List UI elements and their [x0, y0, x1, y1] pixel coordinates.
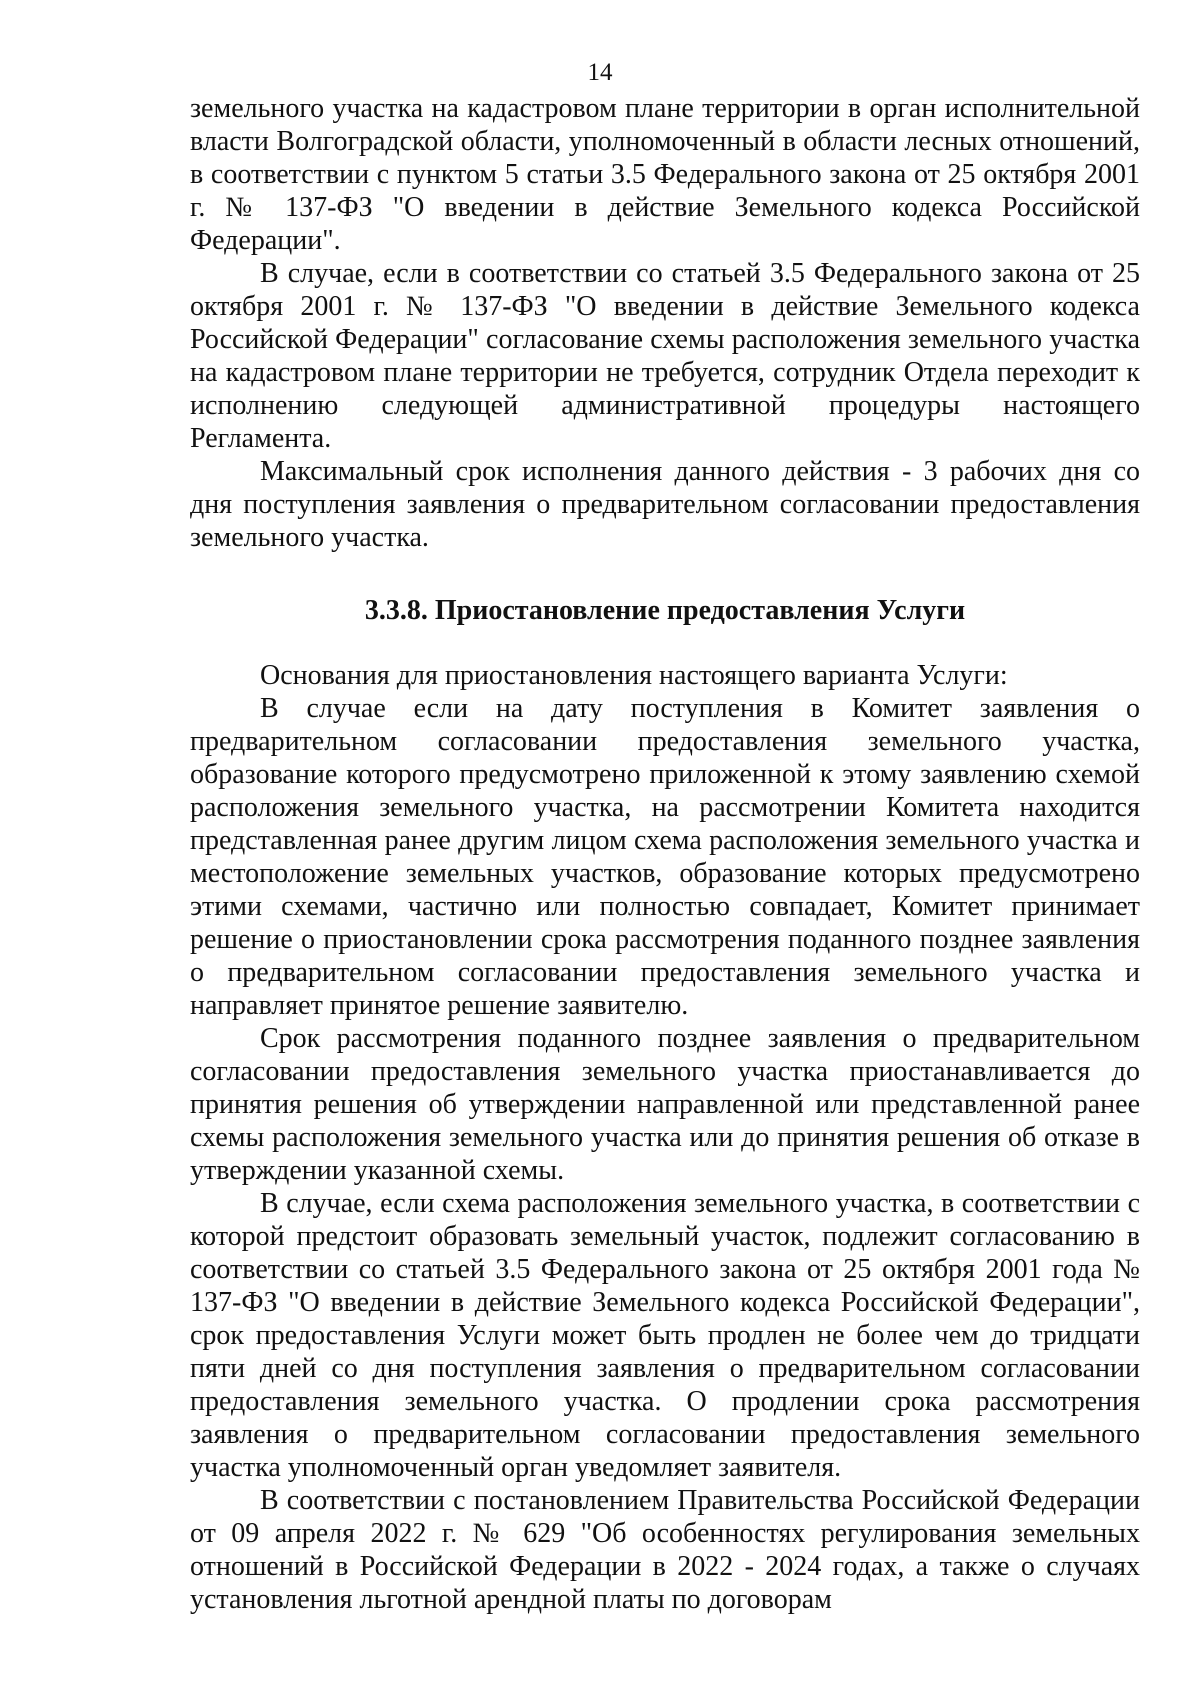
paragraph-suspension-term: Срок рассмотрения поданного позднее заявления о предварительном согласовании предоставления земельного участка приостанавливается до принятия решения об утверждении направленной или представленной ранее схемы расположения земельного участка или до принятия решения об отказе в утверждении указанной схемы. [190, 1023, 1140, 1186]
section-heading: 3.3.8. Приостановление предоставления Услуги [364, 595, 966, 626]
paragraph-no-approval-needed: В случае, если в соответствии со статьей 3.5 Федерального закона от 25 октября 2001 г. № 137-ФЗ "О введении в действие Земельного кодекса Российской Федерации" согласование схемы расположения земельного участка на кадастровом плане территории не требуется, сотрудник Отдела переходит к исполнению следующей административной процедуры настоящего Регламента. [190, 258, 1140, 454]
paragraph-extension: В случае, если схема расположения земельного участка, в соответствии с которой предстоит образовать земельный участок, подлежит согласованию в соответствии со статьей 3.5 Федерального закона от 25 октября 2001 года № 137-ФЗ "О введении в действие Земельного кодекса Российской Федерации", срок предоставления Услуги может быть продлен не более чем до тридцати пяти дней со дня поступления заявления о предварительном согласовании предоставления земельного участка. О продлении срока рассмотрения заявления о предварительном согласовании предоставления земельного участка уполномоченный орган уведомляет заявителя. [190, 1188, 1140, 1483]
paragraph-max-term: Максимальный срок исполнения данного действия - 3 рабочих дня со дня поступления заявления о предварительном согласовании предоставления земельного участка. [190, 456, 1140, 553]
paragraph-suspension-case: В случае если на дату поступления в Комитет заявления о предварительном согласовании предоставления земельного участка, образование которого предусмотрено приложенной к этому заявлению схемой расположения земельного участка, на рассмотрении Комитета находится представленная ранее другим лицом схема расположения земельного участка и местоположение земельных участков, образование которых предусмотрено этими схемами, частично или полностью совпадает, Комитет принимает решение о приостановлении срока рассмотрения поданного позднее заявления о предварительном согласовании предоставления земельного участка и направляет принятое решение заявителю. [190, 693, 1140, 1021]
paragraph-continuation: земельного участка на кадастровом плане территории в орган исполнительной власти Волгоградской области, уполномоченный в области лесных отношений, в соответствии с пунктом 5 статьи 3.5 Федерального закона от 25 октября 2001 г. № 137-ФЗ "О введении в действие Земельного кодекса Российской Федерации". [190, 93, 1140, 256]
paragraph-government-decree: В соответствии с постановлением Правительства Российской Федерации от 09 апреля 2022 г. № 629 "Об особенностях регулирования земельных отношений в Российской Федерации в 2022 - 2024 годах, а также о случаях установления льготной арендной платы по договорам [190, 1485, 1140, 1615]
paragraph-suspension-grounds: Основания для приостановления настоящего варианта Услуги: [260, 660, 1008, 691]
page-content [190, 92, 1140, 1616]
page-number: 14 [587, 59, 613, 86]
